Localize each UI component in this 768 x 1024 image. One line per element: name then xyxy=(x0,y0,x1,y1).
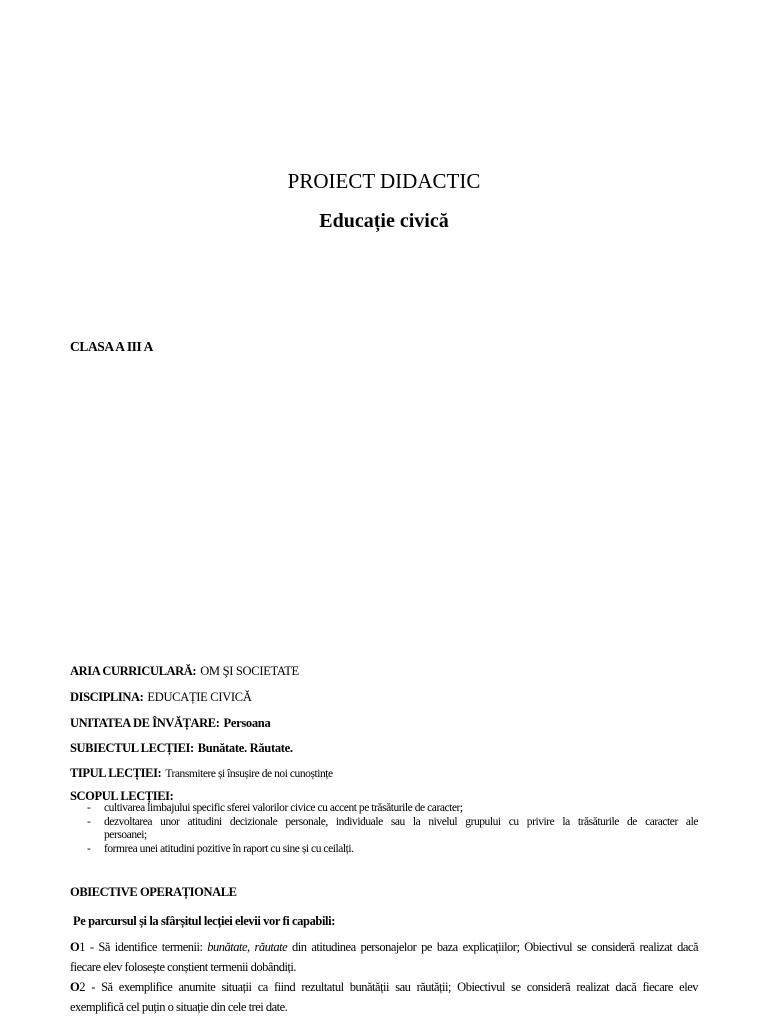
objective-text: din atitudinea personajelor pe baza explicațiilor; Obiectivul se consideră realizat dacă xyxy=(287,940,699,954)
objective-number: 2 xyxy=(79,980,85,994)
scopul-item: dezvoltarea unor atitudini decizionale personale, individuale sau la nivelul grupului cu privire la trăsăturile de caracter ale xyxy=(104,816,698,828)
field-aria xyxy=(70,662,299,680)
field-aria-label: ARIA CURRICULARĂ: xyxy=(70,664,197,678)
objective-text: - Să identifice termenii: xyxy=(84,940,208,954)
field-subiectul-label: SUBIECTUL LECȚIEI: xyxy=(70,741,194,755)
field-subiectul-value: Bunătate. Răutate. xyxy=(197,741,293,755)
scopul-item: cultivarea limbajului specific sferei valorilor civice cu accent pe trăsăturile de caracter; xyxy=(104,802,463,814)
field-aria-value: OM ŞI SOCIETATE xyxy=(200,664,299,678)
objective-code: O xyxy=(70,980,80,994)
obiective-intro: Pe parcursul și la sfârșitul lecției elevii vor fi capabili: xyxy=(73,914,335,928)
document-subtitle: Educație civică xyxy=(319,210,449,232)
field-unitatea-label: UNITATEA DE ÎNVĂȚARE: xyxy=(70,716,220,730)
scopul-bullet: - xyxy=(87,843,91,855)
objective-o1-continuation: fiecare elev folosește conștient termenii dobândiți. xyxy=(70,960,296,974)
scopul-item: formrea unei atitudini pozitive în raport cu sine și cu ceilalți. xyxy=(104,843,354,855)
term-bunatate: bunătate xyxy=(207,940,248,954)
field-disciplina-label: DISCIPLINA: xyxy=(70,690,144,704)
scopul-item-continuation: persoanei; xyxy=(104,829,147,841)
term-rautate: răutate xyxy=(254,940,288,954)
scopul-heading: SCOPUL LECȚIEI: xyxy=(70,789,174,803)
field-unitatea xyxy=(70,714,270,732)
document-title: PROIECT DIDACTIC xyxy=(287,169,481,193)
field-subiectul xyxy=(70,739,293,757)
term-separator: , xyxy=(247,940,255,954)
objective-o2 xyxy=(70,980,698,995)
objective-text: - Să exemplifice anumite situații ca fiind rezultatul bunătății sau răutății; Obiectivul se consideră realizat dacă fiecare elev xyxy=(84,980,698,994)
field-tipul-label: TIPUL LECȚIEI: xyxy=(70,766,162,780)
field-disciplina-value: EDUCAȚIE CIVICĂ xyxy=(147,690,252,704)
class-label: CLASA A III A xyxy=(70,339,153,354)
objective-code: O xyxy=(70,940,80,954)
field-disciplina xyxy=(70,688,252,706)
scopul-bullet: - xyxy=(87,802,91,814)
objective-o1 xyxy=(70,940,698,955)
objective-number: 1 xyxy=(79,940,85,954)
obiective-heading: OBIECTIVE OPERAȚIONALE xyxy=(70,885,237,899)
objective-o2-continuation: exemplifică cel puțin o situație din cele trei date. xyxy=(70,1000,288,1014)
field-tipul-value: Transmitere și însușire de noi cunoștințe xyxy=(165,768,333,780)
field-tipul xyxy=(70,764,333,782)
field-unitatea-value: Persoana xyxy=(223,716,271,730)
scopul-bullet: - xyxy=(87,816,91,828)
